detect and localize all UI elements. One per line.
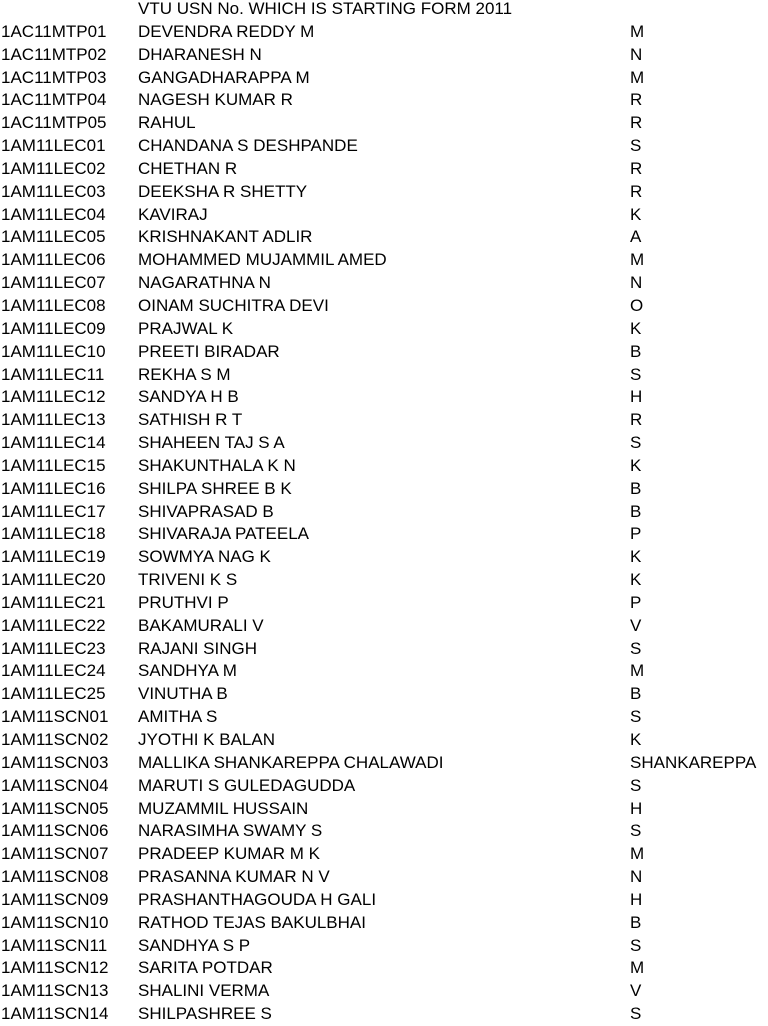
name-cell: KAVIRAJ: [138, 204, 208, 224]
initial-cell: P: [630, 592, 642, 612]
list-item: [0, 935, 768, 958]
name-cell: SANDHYA S P: [138, 935, 251, 955]
heading-row: [0, 0, 768, 21]
name-cell: SANDHYA M: [138, 661, 237, 681]
list-item: [0, 889, 768, 912]
initial-cell: B: [630, 478, 642, 498]
usn-cell: 1AM11SCN13: [1, 981, 109, 1001]
initial-cell: SHANKAREPPA: [630, 752, 757, 772]
name-cell: SATHISH R T: [138, 410, 243, 430]
list-item: [0, 364, 768, 387]
name-cell: MOHAMMED MUJAMMIL AMED: [138, 250, 387, 270]
initial-cell: S: [630, 821, 642, 841]
initial-cell: R: [630, 158, 643, 178]
list-item: [0, 1003, 768, 1026]
name-cell: PRAJWAL K: [138, 318, 234, 338]
list-item: [0, 569, 768, 592]
list-item: [0, 478, 768, 501]
usn-cell: 1AM11SCN02: [1, 730, 109, 749]
name-cell: MARUTI S GULEDAGUDDA: [138, 775, 356, 795]
name-cell: NARASIMHA SWAMY S: [138, 821, 323, 841]
list-item: [0, 523, 768, 546]
usn-cell: 1AM11LEC22: [1, 615, 106, 635]
list-item: [0, 592, 768, 615]
list-item: [0, 204, 768, 227]
name-cell: SHIVARAJA PATEELA: [138, 524, 310, 544]
name-cell: SHALINI VERMA: [138, 981, 270, 1001]
initial-cell: N: [630, 867, 643, 887]
list-item: [0, 729, 768, 752]
usn-cell: 1AM11LEC24: [1, 661, 106, 681]
usn-cell: 1AM11LEC08: [1, 295, 106, 315]
usn-cell: 1AM11LEC06: [1, 250, 106, 270]
name-cell: DHARANESH N: [138, 44, 262, 64]
initial-cell: M: [630, 661, 645, 681]
name-cell: KRISHNAKANT ADLIR: [138, 227, 313, 247]
usn-cell: 1AM11LEC16: [1, 478, 106, 498]
usn-cell: 1AM11SCN10: [1, 912, 109, 932]
initial-cell: V: [630, 981, 642, 1001]
initial-cell: N: [630, 273, 643, 293]
initial-cell: A: [630, 227, 642, 247]
usn-cell: 1AM11LEC23: [1, 638, 106, 658]
name-cell: NAGESH KUMAR R: [138, 90, 293, 110]
list-item: [0, 660, 768, 683]
name-cell: SHILPA SHREE B K: [138, 478, 292, 498]
list-item: [0, 843, 768, 866]
initial-cell: R: [630, 90, 643, 110]
initial-cell: S: [630, 638, 642, 658]
usn-cell: 1AC11MTP03: [1, 67, 107, 87]
list-item: [0, 135, 768, 158]
initial-cell: P: [630, 524, 642, 544]
list-item: [0, 318, 768, 341]
list-item: [0, 386, 768, 409]
list-item: [0, 295, 768, 318]
list-item: [0, 501, 768, 524]
name-cell: OINAM SUCHITRA DEVI: [138, 295, 329, 315]
usn-cell: 1AM11LEC10: [1, 341, 106, 361]
list-item: [0, 546, 768, 569]
name-cell: SHIVAPRASAD B: [138, 501, 274, 521]
name-cell: PRASHANTHAGOUDA H GALI: [138, 889, 377, 909]
initial-cell: R: [630, 181, 643, 201]
initial-cell: M: [630, 250, 645, 270]
usn-cell: 1AM11LEC05: [1, 227, 106, 247]
name-cell: BAKAMURALI V: [138, 615, 264, 635]
initial-cell: N: [630, 44, 643, 64]
usn-cell: 1AM11LEC02: [1, 158, 106, 178]
usn-cell: 1AM11LEC18: [1, 524, 106, 544]
initial-cell: S: [630, 935, 642, 955]
name-cell: PRASANNA KUMAR N V: [138, 867, 330, 887]
name-cell: REKHA S M: [138, 364, 231, 384]
name-cell: PRADEEP KUMAR M K: [138, 844, 321, 864]
usn-cell: 1AM11SCN04: [1, 775, 109, 795]
usn-cell: 1AM11SCN08: [1, 867, 109, 887]
list-item: [0, 775, 768, 798]
usn-cell: 1AM11LEC25: [1, 684, 106, 704]
initial-cell: K: [630, 547, 642, 567]
name-cell: GANGADHARAPPA M: [138, 67, 310, 87]
name-cell: RATHOD TEJAS BAKULBHAI: [138, 912, 366, 932]
initial-cell: K: [630, 455, 642, 475]
name-cell: SHAKUNTHALA K N: [138, 455, 296, 475]
usn-cell: 1AM11SCN03: [1, 752, 109, 772]
name-cell: SARITA POTDAR: [138, 958, 273, 978]
usn-cell: 1AM11LEC03: [1, 181, 106, 201]
list-item: [0, 638, 768, 661]
list-item: [0, 44, 768, 67]
name-cell: AMITHA S: [138, 707, 218, 727]
list-item: [0, 67, 768, 90]
name-cell: MALLIKA SHANKAREPPA CHALAWADI: [138, 752, 444, 772]
initial-cell: K: [630, 318, 642, 338]
name-cell: VINUTHA B: [138, 684, 228, 704]
name-cell: PRUTHVI P: [138, 592, 229, 612]
usn-cell: 1AM11LEC04: [1, 204, 106, 224]
usn-cell: 1AM11SCN01: [1, 707, 109, 727]
initial-cell: K: [630, 204, 642, 224]
initial-cell: B: [630, 684, 642, 704]
usn-cell: 1AC11MTP05: [1, 113, 107, 133]
usn-cell: 1AM11LEC11: [1, 364, 105, 384]
initial-cell: R: [630, 410, 643, 430]
document-heading: VTU USN No. WHICH IS STARTING FORM 2011: [138, 0, 513, 18]
name-cell: CHANDANA S DESHPANDE: [138, 136, 358, 156]
list-item: [0, 89, 768, 112]
usn-cell: 1AM11SCN05: [1, 798, 109, 818]
initial-cell: H: [630, 889, 643, 909]
usn-cell: 1AM11LEC20: [1, 570, 106, 590]
name-cell: RAJANI SINGH: [138, 638, 258, 658]
list-item: [0, 912, 768, 935]
initial-cell: O: [630, 295, 644, 315]
initial-cell: S: [630, 707, 642, 727]
initial-cell: M: [630, 844, 645, 864]
usn-cell: 1AC11MTP04: [1, 90, 107, 110]
list-item: [0, 752, 768, 775]
list-item: [0, 341, 768, 364]
student-list: [0, 21, 768, 1026]
usn-cell: 1AM11SCN09: [1, 889, 109, 909]
name-cell: TRIVENI K S: [138, 570, 238, 590]
initial-cell: K: [630, 730, 642, 749]
list-item: [0, 798, 768, 821]
name-cell: NAGARATHNA N: [138, 273, 271, 293]
list-item: [0, 455, 768, 478]
usn-cell: 1AM11LEC21: [1, 592, 106, 612]
initial-cell: S: [630, 775, 642, 795]
usn-cell: 1AM11LEC17: [1, 501, 106, 521]
usn-cell: 1AM11SCN11: [1, 935, 108, 955]
list-item: [0, 21, 768, 44]
name-cell: RAHUL: [138, 113, 196, 133]
usn-cell: 1AM11LEC13: [1, 410, 106, 430]
name-cell: SANDYA H B: [138, 387, 239, 407]
list-item: [0, 409, 768, 432]
name-cell: DEEKSHA R SHETTY: [138, 181, 308, 201]
list-item: [0, 158, 768, 181]
name-cell: SHILPASHREE S: [138, 1004, 272, 1024]
initial-cell: B: [630, 341, 642, 361]
list-item: [0, 249, 768, 272]
initial-cell: K: [630, 570, 642, 590]
usn-cell: 1AM11SCN12: [1, 958, 109, 978]
list-item: [0, 866, 768, 889]
initial-cell: H: [630, 798, 643, 818]
list-item: [0, 683, 768, 706]
initial-cell: S: [630, 364, 642, 384]
initial-cell: V: [630, 615, 642, 635]
name-cell: SHAHEEN TAJ S A: [138, 433, 285, 453]
initial-cell: B: [630, 501, 642, 521]
list-item: [0, 820, 768, 843]
name-cell: PREETI BIRADAR: [138, 341, 280, 361]
usn-cell: 1AM11LEC14: [1, 433, 106, 453]
list-item: [0, 272, 768, 295]
initial-cell: S: [630, 136, 642, 156]
name-cell: DEVENDRA REDDY M: [138, 21, 315, 41]
usn-cell: 1AM11LEC07: [1, 273, 106, 293]
usn-cell: 1AM11SCN14: [1, 1004, 109, 1024]
initial-cell: S: [630, 433, 642, 453]
usn-cell: 1AM11LEC09: [1, 318, 106, 338]
usn-cell: 1AM11LEC12: [1, 387, 106, 407]
name-cell: JYOTHI K BALAN: [138, 730, 275, 749]
usn-cell: 1AM11LEC01: [1, 136, 106, 156]
list-item: [0, 432, 768, 455]
initial-cell: R: [630, 113, 643, 133]
list-item: [0, 112, 768, 135]
usn-cell: 1AM11SCN06: [1, 821, 109, 841]
list-item: [0, 706, 768, 729]
usn-cell: 1AM11LEC19: [1, 547, 106, 567]
initial-cell: B: [630, 912, 642, 932]
usn-cell: 1AM11LEC15: [1, 455, 106, 475]
usn-cell: 1AC11MTP02: [1, 44, 107, 64]
name-cell: CHETHAN R: [138, 158, 238, 178]
initial-cell: M: [630, 67, 645, 87]
initial-cell: H: [630, 387, 643, 407]
initial-cell: M: [630, 21, 645, 41]
name-cell: MUZAMMIL HUSSAIN: [138, 798, 309, 818]
initial-cell: M: [630, 958, 645, 978]
list-item: [0, 226, 768, 249]
list-item: [0, 957, 768, 980]
list-item: [0, 181, 768, 204]
usn-cell: 1AM11SCN07: [1, 844, 109, 864]
initial-cell: S: [630, 1004, 642, 1024]
usn-cell: 1AC11MTP01: [1, 21, 107, 41]
list-item: [0, 615, 768, 638]
list-item: [0, 980, 768, 1003]
name-cell: SOWMYA NAG K: [138, 547, 271, 567]
